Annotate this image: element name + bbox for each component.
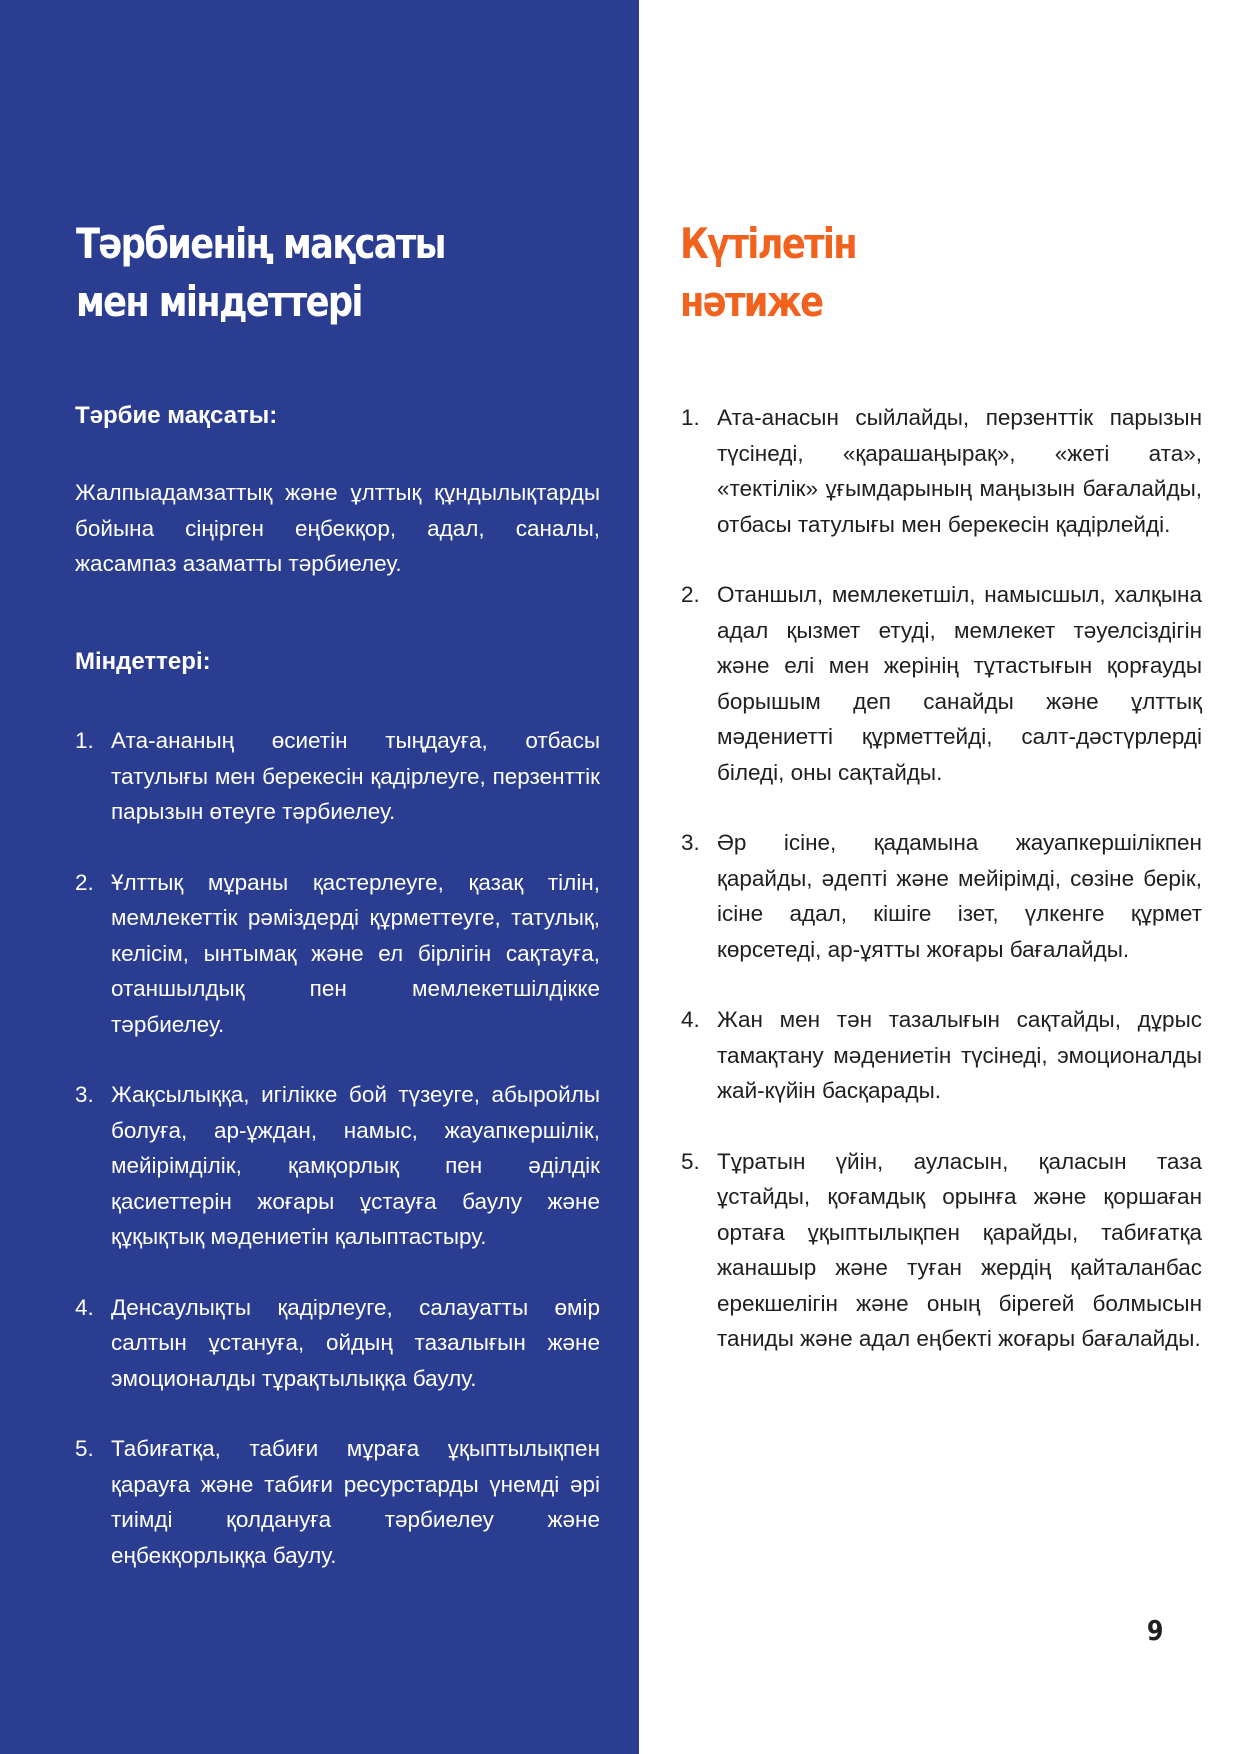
result-item-5 [681, 1144, 1202, 1357]
right-title-line-1: Күтілетін [680, 219, 856, 268]
task-item-3 [75, 1077, 600, 1255]
left-title-line-2: мен міндеттері [76, 277, 362, 326]
result-item-4 [681, 1002, 1202, 1109]
result-number: 4. [681, 1007, 700, 1032]
task-text: Ата-ананың өсиетін тыңдауға, отбасы татулығы мен берекесін қадірлеуге, перзенттік парызын өтеуге тәрбиелеу. [111, 728, 600, 824]
task-number: 1. [75, 728, 94, 753]
task-number: 4. [75, 1294, 94, 1320]
left-title-line-1: Тәрбиенің мақсаты [76, 219, 445, 268]
result-text: Жан мен тән тазалығын сақтайды, дұрыс тамақтану мәдениетін түсінеді, эмоционалды жай-күйін басқарады. [717, 1007, 1202, 1103]
result-number: 2. [681, 582, 700, 607]
task-number: 3. [75, 1082, 94, 1107]
task-text: Жақсылыққа, игілікке бой түзеуге, абыройлы болуға, ар-ұждан, намыс, жауапкершілік, мейірімділік, қамқорлық пен әділдік қасиеттерін жоғары ұстауға баулу және құқықтық мәдениетін қалыптастыру. [111, 1082, 600, 1249]
tasks-list [75, 723, 600, 1608]
task-item-5 [75, 1431, 600, 1573]
result-item-2 [681, 577, 1202, 790]
result-number: 5. [681, 1148, 700, 1174]
goal-text: Жалпыадамзаттық және ұлттық құндылықтарды бойына сіңірген еңбекқор, адал, саналы, жасампаз азаматты тәрбиелеу. [75, 480, 600, 576]
result-text: Ата-анасын сыйлайды, перзенттік парызын түсінеді, «қарашаңырақ», «жеті ата», «тектілік» ұғымдарының маңызын бағалайды, отбасы татулығы мен берекесін қадірлейді. [717, 405, 1202, 537]
left-section-title [76, 215, 445, 331]
task-item-2 [75, 865, 600, 1043]
result-item-1 [681, 400, 1202, 542]
result-text: Әр ісіне, қадамына жауапкершілікпен қарайды, әдепті және мейірімді, сөзіне берік, ісіне адал, кішіге ізет, үлкенге құрмет көрсетеді, ар-ұятты жоғары бағалайды. [717, 830, 1202, 962]
right-title-line-2: нәтиже [680, 277, 823, 326]
task-number: 5. [75, 1436, 94, 1461]
task-text: Денсаулықты қадірлеуге, салауатты өмір салтын ұстануға, ойдың тазалығын және эмоционалды тұрақтылыққа баулу. [111, 1294, 600, 1391]
task-number: 2. [75, 869, 94, 895]
tasks-heading: Міндеттері: [75, 648, 211, 675]
page-number: 9 [1146, 1614, 1163, 1647]
task-text: Табиғатқа, табиғи мұраға ұқыптылықпен қарауға және табиғи ресурстарды үнемді әрі тиімді қолдануға тәрбиелеу және еңбекқорлыққа баулу. [111, 1436, 600, 1568]
result-text: Отаншыл, мемлекетшіл, намысшыл, халқына адал қызмет етуді, мемлекет тәуелсіздігін және елі мен жерінің тұтастығын қорғауды борышым деп санайды және ұлттық мәдениетті құрметтейді, салт-дәстүрлерді біледі, оны сақтайды. [717, 582, 1202, 785]
result-number: 1. [681, 405, 700, 430]
results-list [681, 400, 1202, 1392]
right-section-title [680, 215, 856, 331]
task-item-1 [75, 723, 600, 830]
task-item-4 [75, 1290, 600, 1397]
task-text: Ұлттық мұраны қастерлеуге, қазақ тілін, мемлекеттік рәміздерді құрметтеуге, татулық, келісім, ынтымақ және ел бірлігін сақтауға, отаншылдық пен мемлекетшілдікке тәрбиелеу. [111, 869, 600, 1037]
result-text: Тұратын үйін, ауласын, қаласын таза ұстайды, қоғамдық орынға және қоршаған ортаға ұқыптылықпен қарайды, табиғатқа жанашыр және туған жердің қайталанбас ерекшелігін және оның бірегей болмысын таниды және адал еңбекті жоғары бағалайды. [717, 1148, 1202, 1351]
result-number: 3. [681, 830, 700, 855]
right-panel [639, 0, 1241, 1754]
result-item-3 [681, 825, 1202, 967]
goal-heading: Тәрбие мақсаты: [75, 402, 278, 429]
